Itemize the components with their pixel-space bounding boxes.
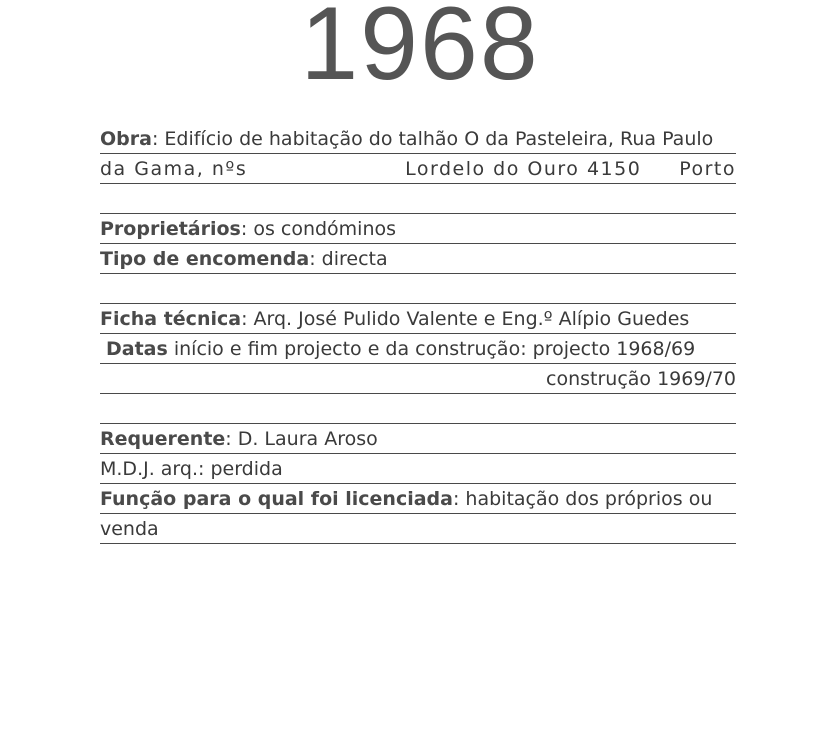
obra-address-city: Porto <box>679 158 736 180</box>
record-sheet <box>100 124 736 544</box>
funcao-row-2 <box>100 514 736 544</box>
datas-value: início e fim projecto e da construção: projecto 1968/69 <box>167 338 696 360</box>
blank-row <box>100 394 736 424</box>
requerente-label: Requerente <box>100 428 226 450</box>
funcao-continuation: venda <box>100 518 159 540</box>
datas-row-2 <box>100 364 736 394</box>
requerente-row <box>100 424 736 454</box>
obra-address-middle: Lordelo do Ouro 4150 <box>405 158 642 180</box>
ficha-value: : Arq. José Pulido Valente e Eng.º Alípio Guedes <box>241 308 690 330</box>
tipo-value: : directa <box>309 248 388 270</box>
tipo-row <box>100 244 736 274</box>
obra-row-2 <box>100 154 736 184</box>
funcao-value: : habitação dos próprios ou <box>452 488 713 510</box>
datas-construction: construção 1969/70 <box>546 368 736 390</box>
proprietarios-label: Proprietários <box>100 218 241 240</box>
ficha-row <box>100 304 736 334</box>
year-title: 1968 <box>300 0 540 102</box>
datas-label: Datas <box>106 338 168 360</box>
proprietarios-value: : os condóminos <box>240 218 397 240</box>
tipo-label: Tipo de encomenda <box>100 248 310 270</box>
obra-label: Obra <box>100 128 152 150</box>
obra-row <box>100 124 736 154</box>
ficha-label: Ficha técnica <box>100 308 242 330</box>
mdj-text: M.D.J. arq.: perdida <box>100 458 283 480</box>
obra-address-left: da Gama, nºs <box>100 158 248 180</box>
datas-row <box>100 334 736 364</box>
obra-value: : Edifício de habitação do talhão O da Pasteleira, Rua Paulo <box>151 128 714 150</box>
funcao-label: Função para o qual foi licenciada <box>100 488 453 510</box>
blank-row <box>100 184 736 214</box>
proprietarios-row <box>100 214 736 244</box>
blank-row <box>100 274 736 304</box>
funcao-row <box>100 484 736 514</box>
mdj-row <box>100 454 736 484</box>
requerente-value: : D. Laura Aroso <box>225 428 378 450</box>
